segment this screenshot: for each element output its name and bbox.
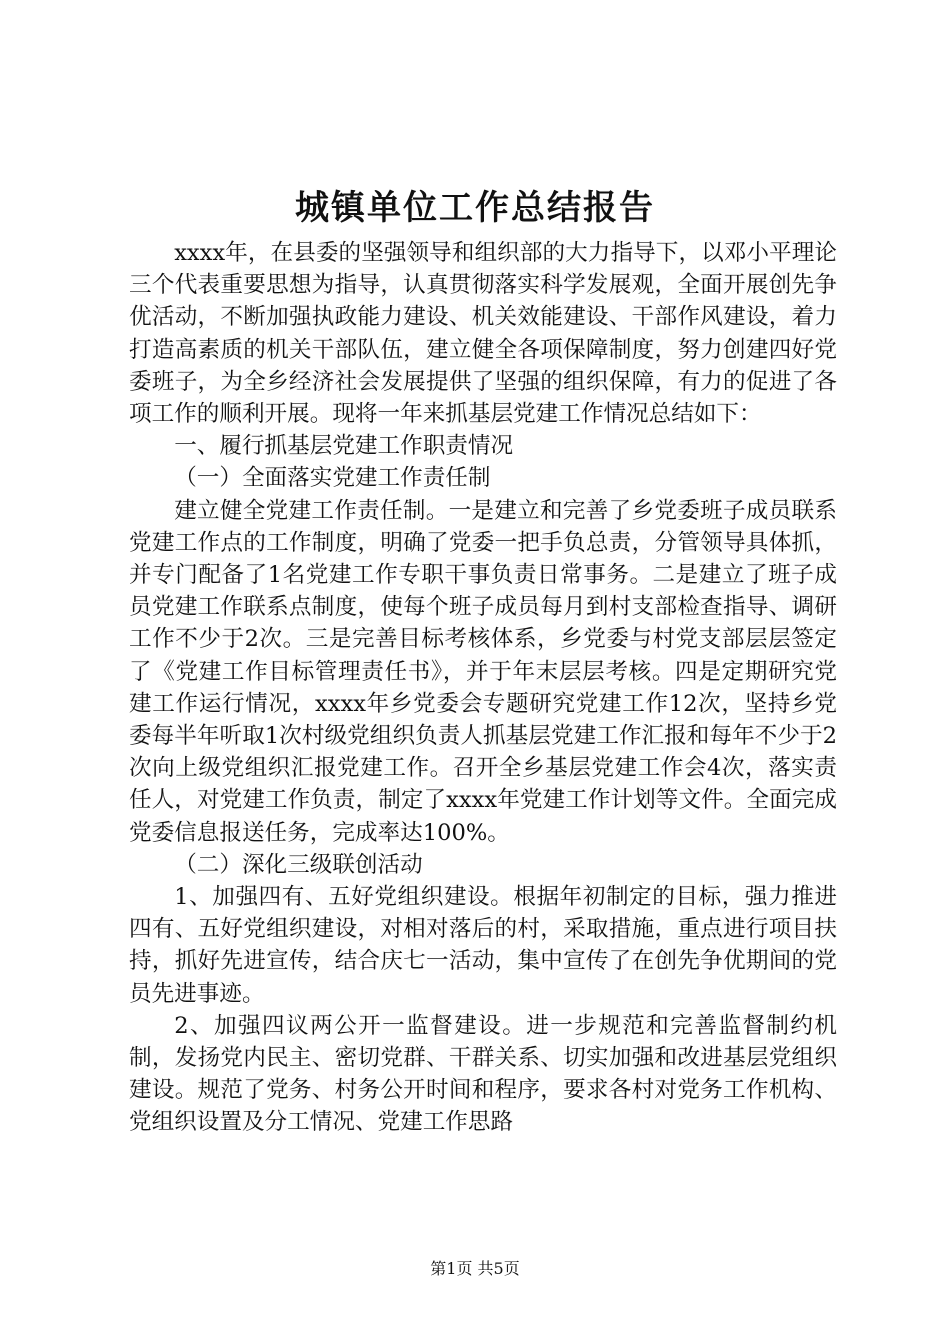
intro-paragraph: xxxx年，在县委的坚强领导和组织部的大力指导下，以邓小平理论三个代表重要思想为指导，认真贯彻落实科学发展观，全面开展创先争优活动，不断加强执政能力建设、机关效能建设、干部作风建设，着力打造高素质的机关干部队伍，建立健全各项保障制度，努力创建四好党委班子，为全乡经济社会发展提供了坚强的组织保障，有力的促进了各项工作的顺利开展。现将一年来抓基层党建工作情况总结如下： — [129, 240, 837, 428]
document-title: 城镇单位工作总结报告 — [295, 188, 655, 228]
item-2-paragraph: 2、加强四议两公开一监督建设。进一步规范和完善监督制约机制，发扬党内民主、密切党群、干群关系、切实加强和改进基层党组织建设。规范了党务、村务公开时间和程序，要求各村对党务工作机构、党组织设置及分工情况、党建工作思路 — [129, 1012, 837, 1136]
item-1-paragraph: 1、加强四有、五好党组织建设。根据年初制定的目标，强力推进四有、五好党组织建设，对相对落后的村，采取措施，重点进行项目扶持，抓好先进宣传，结合庆七一活动，集中宣传了在创先争优期间的党员先进事迹。 — [129, 884, 837, 1007]
section-heading-1: 一、履行抓基层党建工作职责情况 — [174, 433, 514, 460]
document-body — [129, 237, 837, 1139]
responsibility-paragraph: 建立健全党建工作责任制。一是建立和完善了乡党委班子成员联系党建工作点的工作制度，明确了党委一把手负总责，分管领导具体抓，并专门配备了1名党建工作专职干事负责日常事务。二是建立了班子成员党建工作联系点制度，使每个班子成员每月到村支部检查指导、调研工作不少于2次。三是完善目标考核体系，乡党委与村党支部层层签定了《党建工作目标管理责任书》，并于年末层层考核。四是定期研究党建工作运行情况，xxxx年乡党委会专题研究党建工作12次，坚持乡党委每半年听取1次村级党组织负责人抓基层党建工作汇报和每年不少于2次向上级党组织汇报党建工作。召开全乡基层党建工作会4次，落实责任人，对党建工作负责，制定了xxxx年党建工作计划等文件。全面完成党委信息报送任务，完成率达100%。 — [129, 497, 837, 846]
subsection-heading-2: （二）深化三级联创活动 — [174, 851, 423, 878]
subsection-heading-1: （一）全面落实党建工作责任制 — [174, 465, 491, 492]
page-footer: 第1页 共5页 — [430, 1259, 520, 1278]
